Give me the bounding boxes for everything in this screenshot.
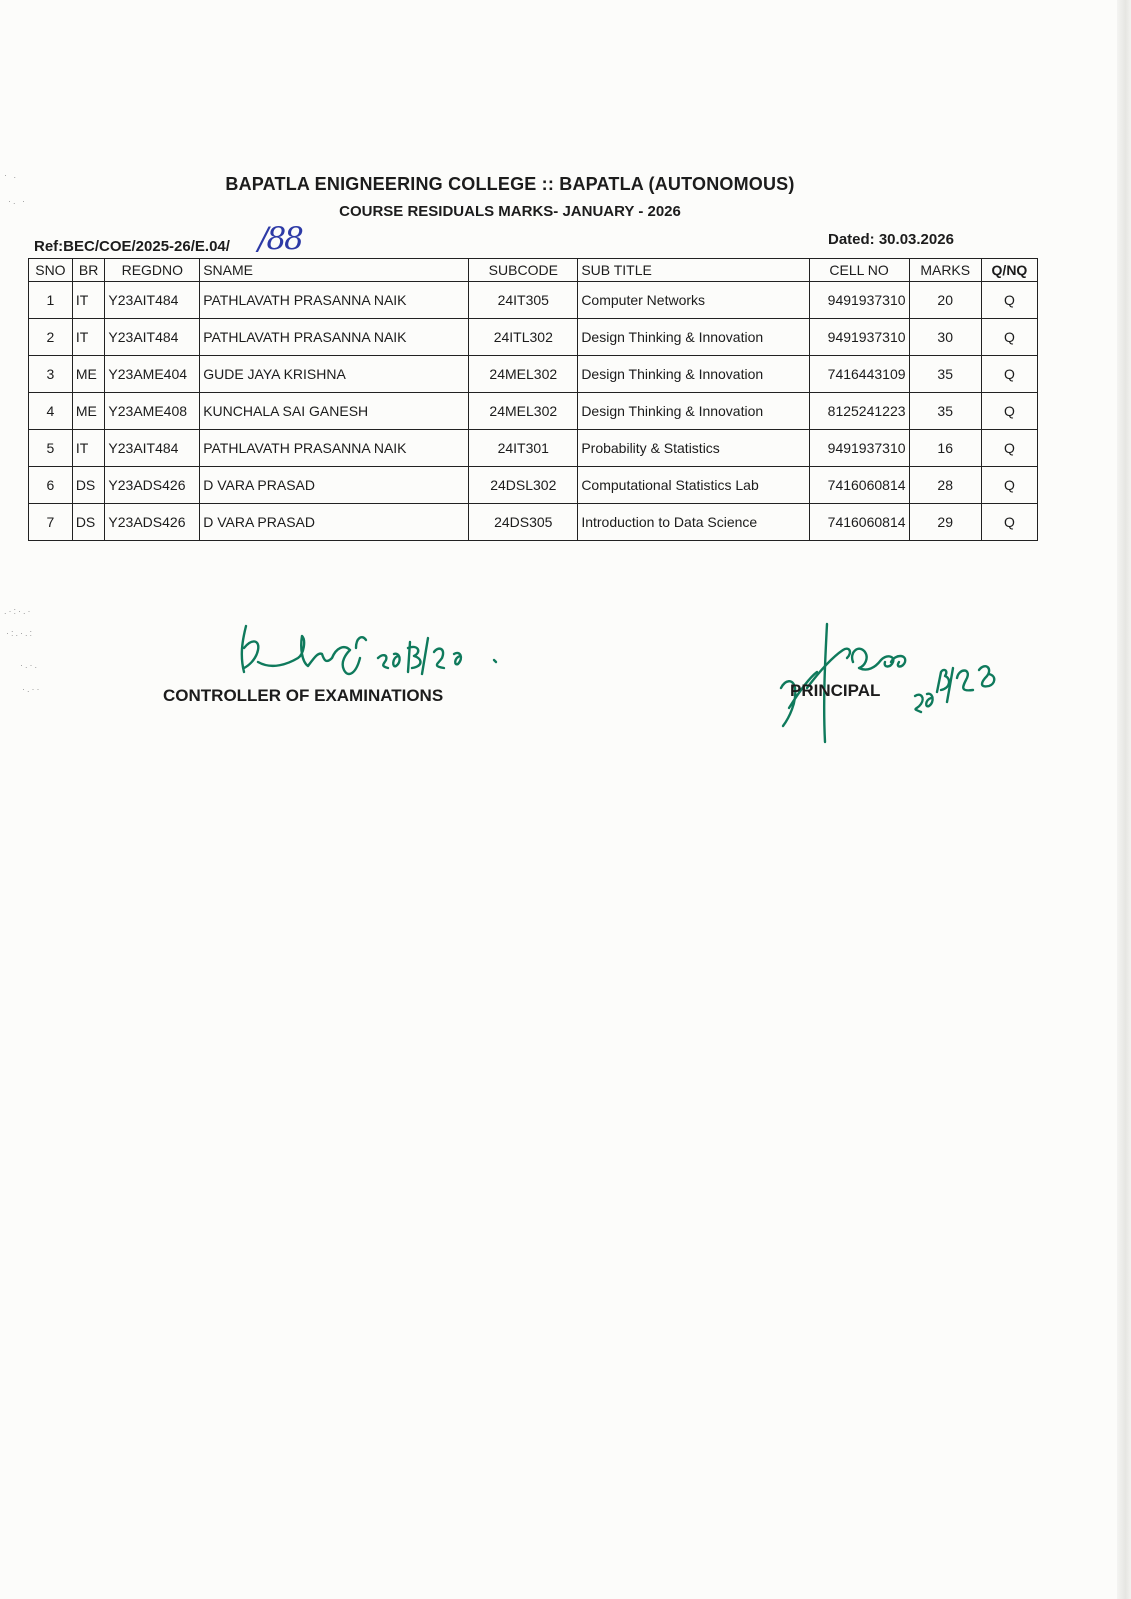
- cell-br: IT: [72, 430, 105, 467]
- cell-cellno: 9491937310: [809, 282, 909, 319]
- cell-subtitle: Probability & Statistics: [578, 430, 809, 467]
- cell-marks: 35: [909, 393, 981, 430]
- cell-cellno: 7416443109: [809, 356, 909, 393]
- cell-qnq: Q: [981, 319, 1037, 356]
- cell-subcode: 24ITL302: [469, 319, 578, 356]
- cell-sname: D VARA PRASAD: [200, 467, 469, 504]
- cell-subtitle: Design Thinking & Innovation: [578, 393, 809, 430]
- cell-br: ME: [72, 393, 105, 430]
- cell-subtitle: Computer Networks: [578, 282, 809, 319]
- col-header-cellno: CELL NO: [809, 259, 909, 282]
- cell-subtitle: Introduction to Data Science: [578, 504, 809, 541]
- cell-br: DS: [72, 467, 105, 504]
- cell-sno: 6: [29, 467, 73, 504]
- cell-subtitle: Design Thinking & Innovation: [578, 356, 809, 393]
- cell-br: ME: [72, 356, 105, 393]
- scan-speck: ·.··: [22, 684, 42, 694]
- cell-subcode: 24IT305: [469, 282, 578, 319]
- cell-qnq: Q: [981, 467, 1037, 504]
- cell-br: IT: [72, 282, 105, 319]
- cell-cellno: 8125241223: [809, 393, 909, 430]
- cell-sname: KUNCHALA SAI GANESH: [200, 393, 469, 430]
- cell-qnq: Q: [981, 393, 1037, 430]
- table-header-row: [29, 259, 1038, 282]
- cell-sname: GUDE JAYA KRISHNA: [200, 356, 469, 393]
- cell-sname: PATHLAVATH PRASANNA NAIK: [200, 430, 469, 467]
- table-row: [29, 467, 1038, 504]
- cell-sno: 4: [29, 393, 73, 430]
- cell-qnq: Q: [981, 356, 1037, 393]
- cell-cellno: 7416060814: [809, 467, 909, 504]
- col-header-br: BR: [72, 259, 105, 282]
- marks-table: [28, 258, 1038, 541]
- cell-regdno: Y23ADS426: [105, 467, 200, 504]
- cell-marks: 20: [909, 282, 981, 319]
- controller-signature: [232, 618, 522, 688]
- col-header-subtitle: SUB TITLE: [578, 259, 809, 282]
- cell-subcode: 24DS305: [469, 504, 578, 541]
- scan-speck: ·.·.: [20, 660, 39, 670]
- cell-sno: 2: [29, 319, 73, 356]
- cell-br: IT: [72, 319, 105, 356]
- handwritten-ref-number: /88: [258, 221, 302, 257]
- cell-qnq: Q: [981, 504, 1037, 541]
- cell-subcode: 24IT301: [469, 430, 578, 467]
- cell-cellno: 9491937310: [809, 430, 909, 467]
- cell-regdno: Y23AME404: [105, 356, 200, 393]
- principal-label: PRINCIPAL: [790, 681, 881, 700]
- college-title: BAPATLA ENIGNEERING COLLEGE :: BAPATLA (AUTONOMOUS): [225, 174, 795, 194]
- cell-regdno: Y23ADS426: [105, 504, 200, 541]
- cell-regdno: Y23AME408: [105, 393, 200, 430]
- scan-speck: .·:·.·: [4, 606, 33, 616]
- cell-marks: 30: [909, 319, 981, 356]
- reference-number: Ref:BEC/COE/2025-26/E.04/: [34, 238, 230, 255]
- cell-sno: 5: [29, 430, 73, 467]
- col-header-regdno: REGDNO: [105, 259, 200, 282]
- cell-subtitle: Design Thinking & Innovation: [578, 319, 809, 356]
- table-row: [29, 393, 1038, 430]
- cell-sno: 1: [29, 282, 73, 319]
- scan-speck: ·:.·.:: [6, 628, 34, 638]
- cell-marks: 16: [909, 430, 981, 467]
- table-row: [29, 430, 1038, 467]
- cell-subcode: 24DSL302: [469, 467, 578, 504]
- cell-subcode: 24MEL302: [469, 356, 578, 393]
- scan-edge: [1117, 0, 1131, 1599]
- table-row: [29, 282, 1038, 319]
- col-header-sno: SNO: [29, 259, 73, 282]
- scan-speck: · .: [4, 170, 18, 180]
- cell-regdno: Y23AIT484: [105, 282, 200, 319]
- table-row: [29, 319, 1038, 356]
- cell-qnq: Q: [981, 282, 1037, 319]
- cell-marks: 28: [909, 467, 981, 504]
- dated-label: Dated: 30.03.2026: [828, 231, 954, 248]
- controller-label: CONTROLLER OF EXAMINATIONS: [163, 686, 444, 705]
- cell-cellno: 7416060814: [809, 504, 909, 541]
- cell-cellno: 9491937310: [809, 319, 909, 356]
- cell-br: DS: [72, 504, 105, 541]
- cell-regdno: Y23AIT484: [105, 319, 200, 356]
- cell-regdno: Y23AIT484: [105, 430, 200, 467]
- cell-sname: PATHLAVATH PRASANNA NAIK: [200, 282, 469, 319]
- col-header-qnq: Q/NQ: [981, 259, 1037, 282]
- scan-speck: ·. ·: [8, 196, 27, 206]
- table-row: [29, 356, 1038, 393]
- col-header-sname: SNAME: [200, 259, 469, 282]
- cell-sname: D VARA PRASAD: [200, 504, 469, 541]
- cell-subcode: 24MEL302: [469, 393, 578, 430]
- cell-subtitle: Computational Statistics Lab: [578, 467, 809, 504]
- cell-sno: 3: [29, 356, 73, 393]
- cell-marks: 35: [909, 356, 981, 393]
- col-header-subcode: SUBCODE: [469, 259, 578, 282]
- table-row: [29, 504, 1038, 541]
- col-header-marks: MARKS: [909, 259, 981, 282]
- cell-marks: 29: [909, 504, 981, 541]
- cell-sname: PATHLAVATH PRASANNA NAIK: [200, 319, 469, 356]
- report-subtitle: COURSE RESIDUALS MARKS- JANUARY - 2026: [339, 203, 681, 220]
- cell-sno: 7: [29, 504, 73, 541]
- cell-qnq: Q: [981, 430, 1037, 467]
